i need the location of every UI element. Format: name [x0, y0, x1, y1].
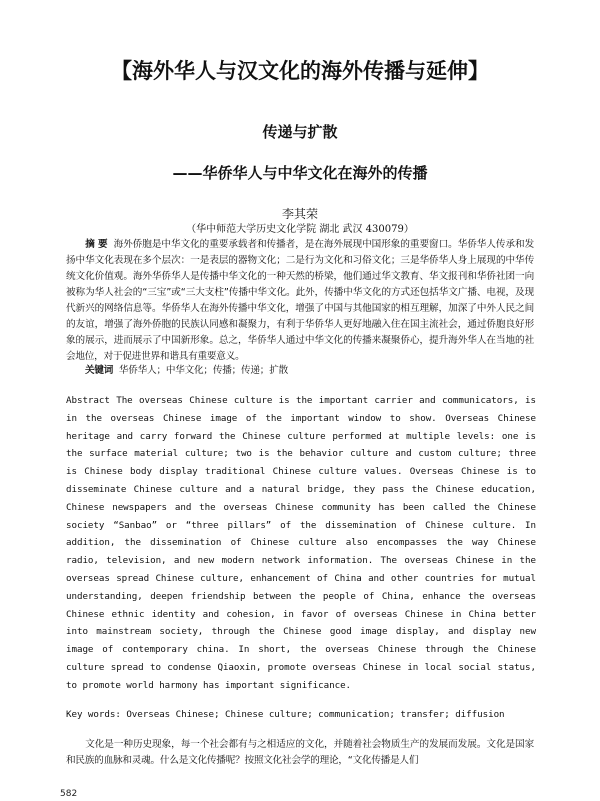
english-abstract: [66, 392, 536, 695]
english-keywords: [66, 706, 536, 724]
author-affiliation: （华中师范大学历史文化学院 湖北 武汉 430079）: [186, 224, 414, 235]
chinese-abstract: [66, 237, 534, 365]
english-abstract-text: The overseas Chinese culture is the important carrier and communicators, is in the overseas Chinese image of the important window to show. Overseas Chinese heritage and carry forward the Chinese culture performed at multiple levels: one is the surface material culture; two is the behavior culture and custom culture; three is Chinese body display traditional Chinese culture values. Overseas Chinese is to disseminate Chinese culture and a natural bridge, they pass the Chinese education, Chinese newspapers and the overseas Chinese community has been called the Chinese society “Sanbao” or “three pillars” of the dissemination of Chinese culture. In addition, the dissemination of Chinese culture also encompasses the way Chinese radio, television, and new modern network information. The overseas Chinese in the overseas spread Chinese culture, enhancement of China and other countries for mutual understanding, deepen friendship between the people of China, enhance the overseas Chinese ethnic identity and cohesion, in favor of overseas Chinese in China better into mainstream society, through the Chinese good image display, and display new image of contemporary china. In short, the overseas Chinese through the Chinese culture spread to condense Qiaoxin, promote overseas Chinese in local social status, to promote world harmony has important significance.: [66, 395, 536, 691]
chinese-keywords: [85, 363, 525, 379]
author-name: 李其荣: [281, 207, 318, 221]
article-subtitle-secondary: ——华侨华人与中华文化在海外的传播: [172, 164, 428, 182]
body-paragraph: 文化是一种历史现象，每一个社会都有与之相适应的文化，并随着社会物质生产的发展而发展。文化是国家和民族的血脉和灵魂。什么是文化传播呢？按照文化社会学的理论，“文化传播是人们: [66, 739, 534, 766]
article-subtitle: 传递与扩散: [262, 123, 338, 141]
page-number: 582: [60, 789, 78, 799]
article-title: 【海外华人与汉文化的海外传播与延伸】: [111, 59, 489, 83]
english-abstract-label: Abstract: [66, 395, 110, 406]
chinese-abstract-text: 海外侨胞是中华文化的重要承载者和传播者，是在海外展现中国形象的重要窗口。华侨华人传承和发扬中华文化表现在多个层次：一是表层的器物文化；二是行为文化和习俗文化；三是华侨华人身上展现的中华传统文化价值观。海外华侨华人是传播中华文化的一种天然的桥梁，他们通过华文教育、华文报刊和华侨社团一向被称为华人社会的“三宝”或“三大支柱”传播中华文化。此外，传播中华文化的方式还包括华文广播、电视，及现代新兴的网络信息等。华侨华人在海外传播中华文化，增强了中国与其他国家的相互理解，加深了中外人民之间的友谊，增强了海外侨胞的民族认同感和凝聚力，有利于华侨华人更好地融入住在国主流社会，通过侨胞良好形象的展示，进而展示了中国新形象。总之，华侨华人通过中华文化的传播来凝聚侨心，提升海外华人在当地的社会地位，对于促进世界和谐具有重要意义。: [66, 239, 534, 362]
chinese-keywords-text: 华侨华人；中华文化；传播；传递；扩散: [118, 365, 288, 376]
chinese-keywords-label: 关键词: [85, 365, 114, 376]
english-keywords-text: Overseas Chinese; Chinese culture; communication; transfer; diffusion: [126, 709, 505, 720]
chinese-abstract-label: 摘 要: [85, 239, 108, 250]
english-keywords-label: Key words:: [66, 709, 121, 720]
